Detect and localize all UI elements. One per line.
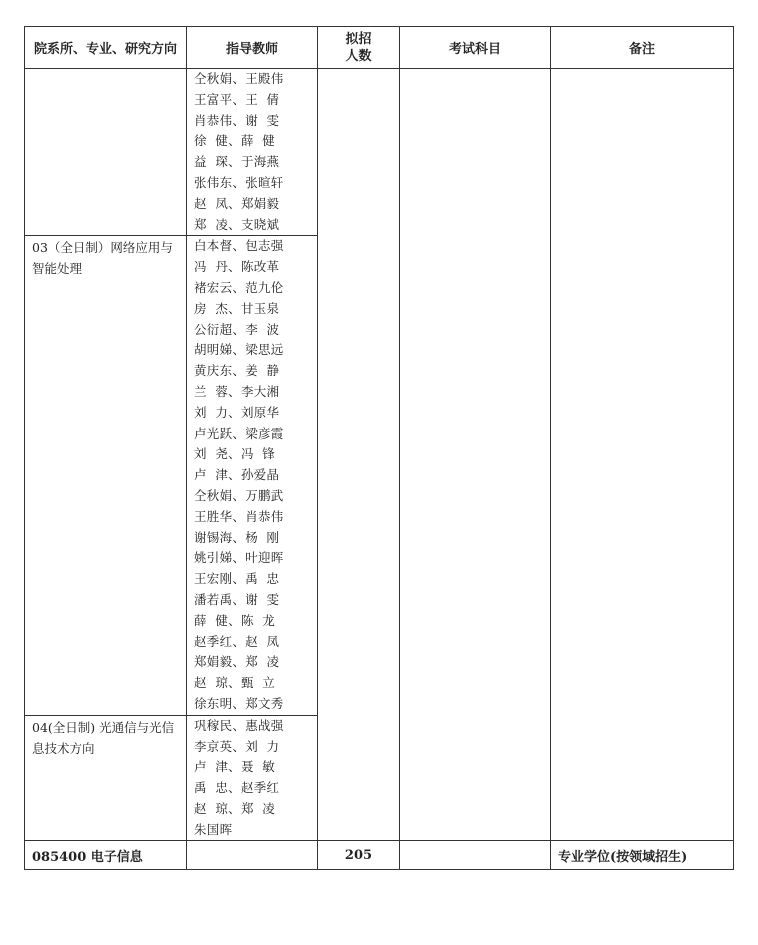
direction-cell: 03（全日制）网络应用与智能处理 (25, 236, 187, 715)
table-row (25, 69, 734, 236)
header-exam: 考试科目 (400, 27, 551, 69)
tutor-line: 白本督、包志强 (194, 238, 284, 254)
summary-exam-cell (400, 841, 551, 870)
tutor-line: 巩稼民、惠战强 (194, 717, 284, 733)
summary-supervisors-cell (187, 841, 318, 870)
tutor-cell (187, 715, 318, 841)
tutor-line: 郑娟毅、郑 凌 (194, 654, 280, 670)
header-department: 院系所、专业、研究方向 (25, 27, 187, 69)
tutor-line: 刘 力、刘原华 (194, 404, 280, 420)
tutor-line: 薛 健、陈 龙 (194, 612, 276, 628)
direction-cell (25, 69, 187, 236)
tutor-line: 赵季红、赵 凤 (194, 633, 280, 649)
tutor-line: 公衍超、李 波 (194, 321, 280, 337)
tutor-line: 兰 蓉、李大湘 (194, 383, 280, 399)
tutor-line: 李京英、刘 力 (194, 738, 280, 754)
header-notes: 备注 (551, 27, 734, 69)
tutor-line: 赵 凤、郑娟毅 (194, 195, 280, 211)
program-code: 085400 电子信息 (25, 841, 187, 870)
tutor-line: 卢 津、孙爱晶 (194, 467, 280, 483)
direction-cell: 04(全日制) 光通信与光信息技术方向 (25, 715, 187, 841)
tutor-line: 房 杰、甘玉泉 (194, 300, 280, 316)
tutor-line: 益 琛、于海燕 (194, 154, 280, 170)
tutor-line: 王胜华、肖恭伟 (194, 508, 284, 524)
header-count (318, 27, 400, 69)
tutor-line: 刘 尧、冯 锋 (194, 446, 276, 462)
tutor-line: 禹 忠、赵季红 (194, 780, 280, 796)
tutor-line: 姚引娣、叶迎晖 (194, 550, 284, 566)
tutor-line: 褚宏云、范九伦 (194, 279, 284, 295)
tutor-line: 徐 健、薛 健 (194, 133, 276, 149)
tutor-line: 潘若禹、谢 雯 (194, 591, 280, 607)
tutor-line: 王富平、王 倩 (194, 91, 280, 107)
header-count-line1: 拟招 (345, 31, 372, 47)
program-note: 专业学位(按领域招生) (551, 841, 734, 870)
count-cell (318, 69, 400, 841)
tutor-line: 赵 琼、甄 立 (194, 675, 276, 691)
header-count-line2: 人数 (345, 48, 372, 64)
tutor-line: 卢光跃、梁彦霞 (194, 425, 284, 441)
tutor-line: 仝秋娟、王殿伟 (194, 71, 284, 86)
header-supervisors: 指导教师 (187, 27, 318, 69)
tutor-line: 卢 津、聂 敏 (194, 759, 276, 775)
tutor-line: 胡明娣、梁思远 (194, 342, 284, 358)
program-count: 205 (318, 841, 400, 870)
tutor-line: 谢锡海、杨 刚 (194, 529, 280, 545)
table-header-row (25, 27, 734, 69)
program-summary-row (25, 841, 734, 870)
tutor-line: 徐东明、郑文秀 (194, 695, 284, 711)
tutor-line: 王宏刚、禹 忠 (194, 571, 280, 587)
tutor-line: 郑 凌、支晓斌 (194, 216, 280, 232)
tutor-line: 朱国晖 (194, 821, 233, 837)
tutor-line: 黄庆东、姜 静 (194, 363, 280, 379)
tutor-cell (187, 236, 318, 715)
tutor-line: 冯 丹、陈改革 (194, 259, 280, 275)
tutor-line: 肖恭伟、谢 雯 (194, 112, 280, 128)
tutor-cell (187, 69, 318, 236)
notes-cell (551, 69, 734, 841)
tutor-line: 仝秋娟、万鹏武 (194, 487, 284, 503)
tutor-line: 张伟东、张暄轩 (194, 174, 284, 190)
tutor-line: 赵 琼、郑 凌 (194, 800, 276, 816)
exam-cell (400, 69, 551, 841)
enrollment-table (24, 26, 734, 870)
